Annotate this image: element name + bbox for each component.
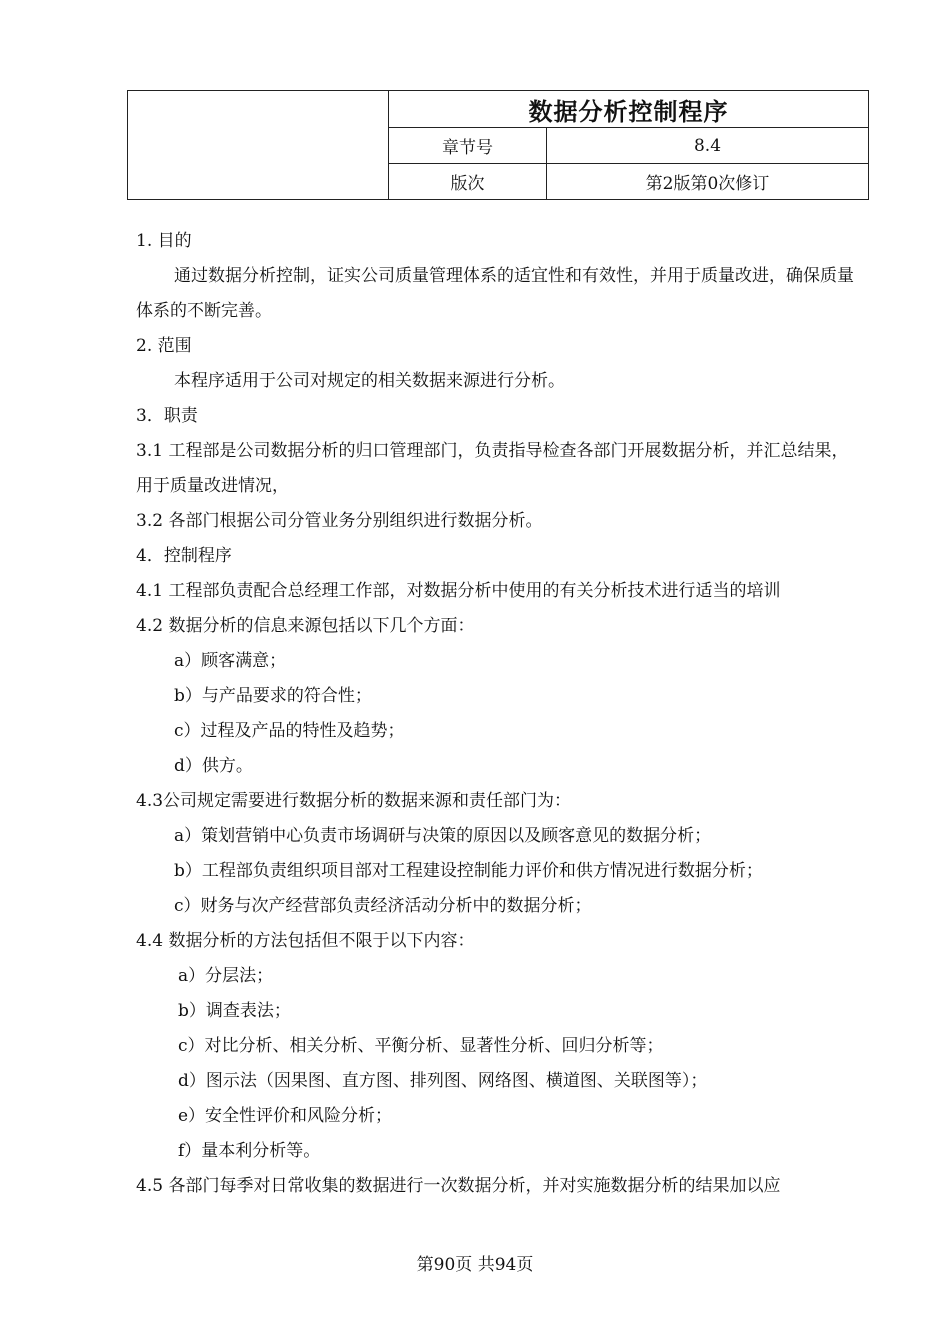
section-number-value: 8.4 [547,128,869,164]
list-item: a）分层法； [178,966,274,986]
section-number-label: 章节号 [389,128,547,164]
document-title: 数据分析控制程序 [389,91,869,128]
list-item: e）安全性评价和风险分析； [178,1106,393,1126]
scope-paragraph: 本程序适用于公司对规定的相关数据来源进行分析。 [174,371,565,391]
list-item: c）过程及产品的特性及趋势； [174,721,405,741]
section-heading-purpose: 1. 目的 [136,231,192,251]
clause-3-1: 3.1 工程部是公司数据分析的归口管理部门，负责指导检查各部门开展数据分析，并汇总结果，用于质量改进情况， [136,441,849,496]
section-heading-scope: 2. 范围 [136,336,192,356]
clause-4-5: 4.5 各部门每季对日常收集的数据进行一次数据分析，并对实施数据分析的结果加以应 [136,1176,781,1196]
list-item: f）量本利分析等。 [178,1141,321,1161]
clause-3-2: 3.2 各部门根据公司分管业务分别组织进行数据分析。 [136,511,543,531]
version-label: 版次 [389,164,547,200]
version-value: 第2版第0次修订 [547,164,869,200]
list-item: a）顾客满意； [174,651,287,671]
clause-4-1: 4.1 工程部负责配合总经理工作部，对数据分析中使用的有关分析技术进行适当的培训 [136,581,781,601]
list-item: d）图示法（因果图、直方图、排列图、网络图、横道图、关联图等）； [178,1071,708,1091]
logo-cell [128,91,389,200]
section-heading-responsibility: 3．职责 [136,406,198,426]
list-item: b）与产品要求的符合性； [174,686,372,706]
clause-4-3: 4.3公司规定需要进行数据分析的数据来源和责任部门为： [136,791,572,811]
purpose-paragraph: 通过数据分析控制，证实公司质量管理体系的适宜性和有效性，并用于质量改进，确保质量体系的不断完善。 [136,266,854,321]
clause-4-2: 4.2 数据分析的信息来源包括以下几个方面： [136,616,475,636]
document-body [136,224,862,1204]
list-item: d）供方。 [174,756,253,776]
list-item: a）策划营销中心负责市场调研与决策的原因以及顾客意见的数据分析； [174,826,712,846]
list-item: b）调查表法； [178,1001,291,1021]
list-item: c）财务与次产经营部负责经济活动分析中的数据分析； [174,896,592,916]
list-item: c）对比分析、相关分析、平衡分析、显著性分析、回归分析等； [178,1036,664,1056]
document-header-table [127,90,869,200]
section-heading-control-procedure: 4．控制程序 [136,546,232,566]
list-item: b）工程部负责组织项目部对工程建设控制能力评价和供方情况进行数据分析； [174,861,763,881]
clause-4-4: 4.4 数据分析的方法包括但不限于以下内容： [136,931,475,951]
page-footer: 第90页 共94页 [416,1255,534,1275]
